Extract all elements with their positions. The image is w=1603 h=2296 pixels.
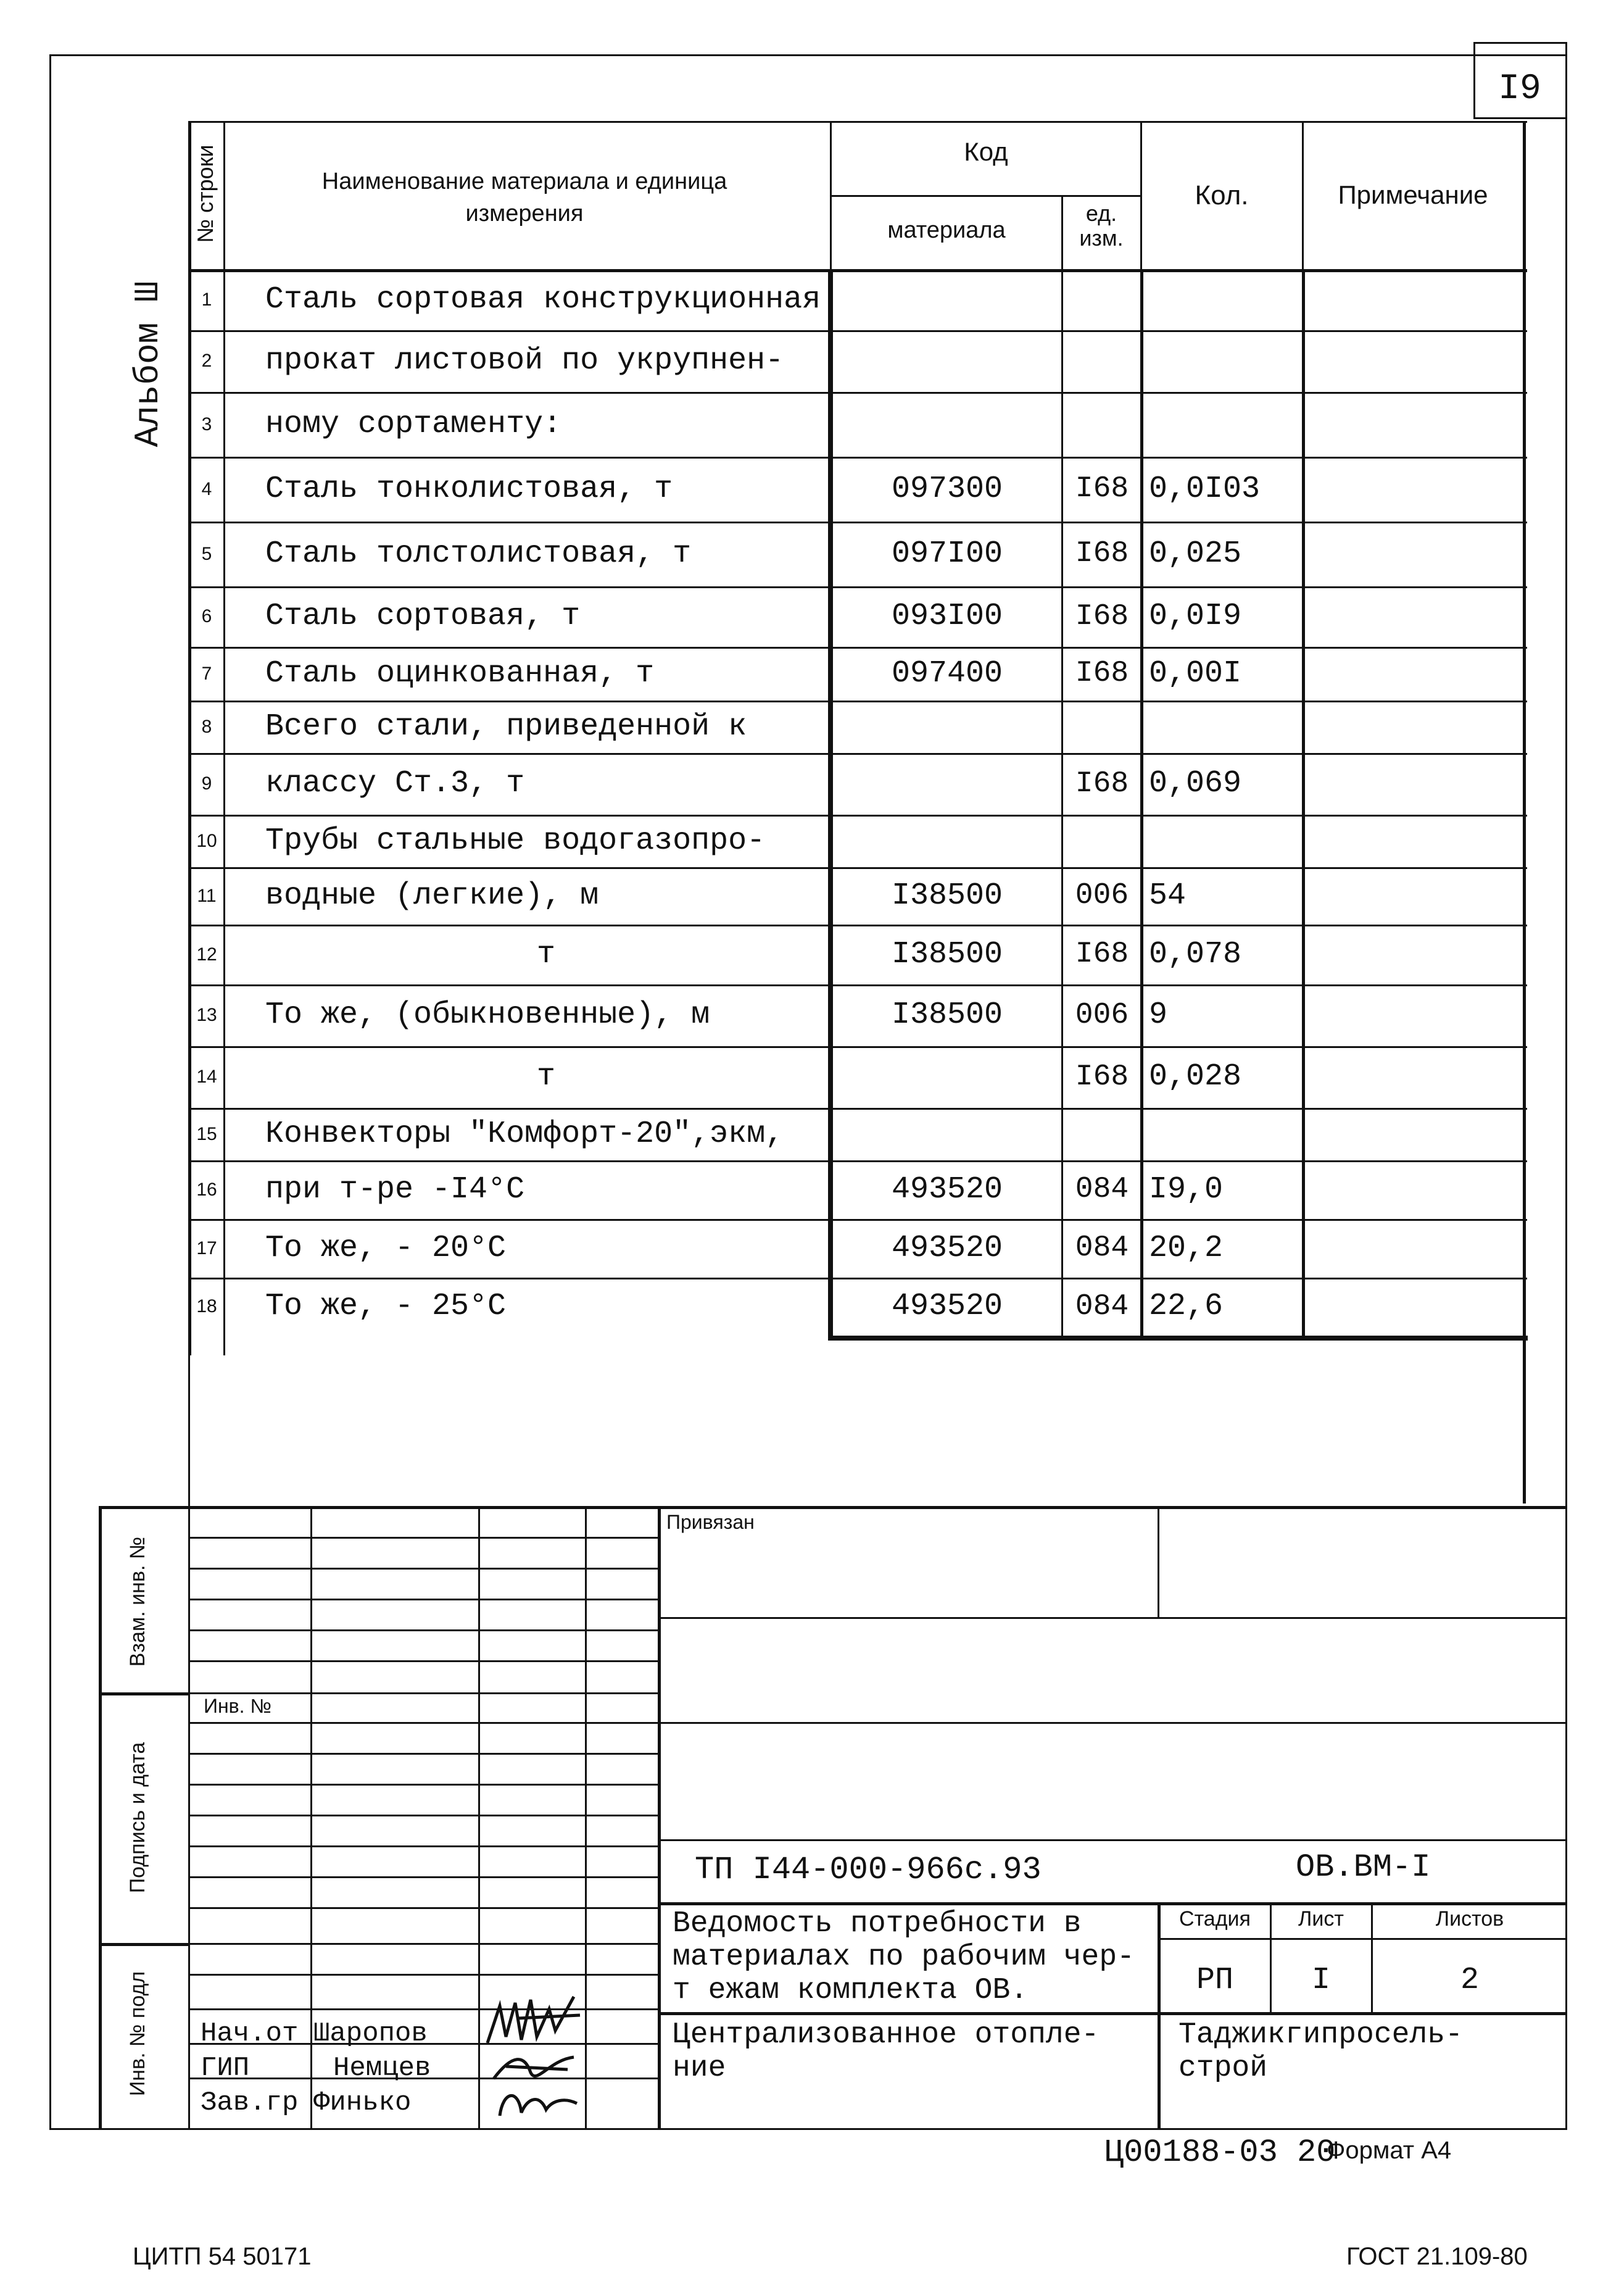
row-number: 1 [201,289,212,310]
row-unit [1064,330,1140,392]
header-qty: Кол. [1195,180,1249,210]
row-number: 4 [201,479,212,499]
object-name: Централизованное отопле- ние [673,2018,1100,2085]
label-inv-podl: Инв. № подл [126,1971,149,2097]
person-3-name: Финько [313,2087,412,2118]
row-qty: 0,00I [1149,656,1242,691]
row-qty: 54 [1149,878,1187,913]
row-code: 097300 [891,472,1003,507]
row-note [1305,753,1521,815]
row-qty [1149,1108,1301,1160]
row-qty: 9 [1149,997,1168,1033]
row-name: Сталь сортовая конструкционная [265,282,821,317]
stage-header: Стадия [1179,1907,1251,1931]
header-row-no: № строки [193,144,218,243]
row-qty: 20,2 [1149,1231,1224,1266]
row-code: I38500 [891,937,1003,972]
row-name: водные (легкие), м [265,878,599,913]
row-note [1305,925,1521,984]
row-number: 12 [196,944,217,965]
row-unit [1064,392,1140,457]
sheet-value: I [1311,1963,1330,1998]
row-qty [1149,330,1301,392]
sheets-header: Листов [1435,1907,1504,1931]
row-unit: I68 [1075,767,1129,801]
row-note [1305,867,1521,925]
row-number: 7 [201,663,212,684]
organization-name: Таджикгипросель- строй [1178,2018,1463,2085]
signature-1 [481,1994,586,2049]
row-code: 097I00 [891,536,1003,572]
row-name: То же, - 20°C [265,1231,507,1266]
row-note [1305,1160,1521,1219]
row-unit [1064,1108,1140,1160]
row-note [1305,701,1521,753]
row-number: 18 [196,1296,217,1316]
row-name: Сталь тонколистовая, т [265,472,673,507]
header-note: Примечание [1338,180,1488,209]
row-code [833,1108,1061,1160]
row-unit: 084 [1075,1290,1129,1323]
header-code-unit: ед. изм. [1079,201,1124,251]
row-qty: 0,028 [1149,1059,1242,1094]
archive-number: Ц00188-03 20 [1104,2134,1336,2171]
row-unit: I68 [1075,600,1129,633]
row-code: I38500 [891,997,1003,1033]
label-podpis-data: Подпись и дата [126,1742,149,1894]
row-name: Всего стали, приведенной к [265,709,747,744]
row-qty: 0,0I03 [1149,472,1261,507]
format-label: Формат А4 [1327,2137,1452,2164]
row-note [1305,647,1521,701]
row-qty [1149,701,1301,753]
row-note [1305,522,1521,586]
row-code [833,1046,1061,1108]
doc-title: Ведомость потребности в материалах по рабочим чер- т ежам комплекта ОВ. [673,1907,1135,2007]
album-label: Альбом Ш [128,281,168,447]
row-number: 17 [196,1238,217,1258]
row-unit [1064,701,1140,753]
privyazan-label: Привязан [666,1511,755,1533]
person-2-role: ГИП [201,2053,250,2084]
row-code: 093I00 [891,599,1003,634]
row-code: 493520 [891,1231,1003,1266]
row-qty: I9,0 [1149,1172,1224,1207]
row-name: Конвекторы "Комфорт-20",экм, [265,1117,784,1152]
row-number: 6 [201,606,212,626]
row-unit: 084 [1075,1231,1129,1265]
row-unit: 084 [1075,1173,1129,1206]
row-number: 11 [197,886,217,906]
row-qty: 0,025 [1149,536,1242,572]
row-unit: 006 [1075,999,1129,1032]
row-number: 16 [196,1179,217,1200]
row-code: I38500 [891,878,1003,913]
row-note [1305,1046,1521,1108]
row-qty [1149,815,1301,867]
row-code [833,269,1061,330]
person-3-role: Зав.гр [201,2087,299,2118]
row-code: 493520 [891,1172,1003,1207]
row-unit: 006 [1075,879,1129,912]
header-name: Наименование материала и единица измерения [321,168,727,227]
row-name: То же, (обыкновенные), м [265,997,710,1033]
row-unit: I68 [1075,938,1129,971]
row-note [1305,586,1521,647]
row-number: 5 [201,544,212,564]
inv-no-label: Инв. № [204,1695,271,1717]
row-name: То же, - 25°C [265,1289,507,1324]
signature-3 [491,2085,583,2122]
row-note [1305,1219,1521,1278]
row-code: 493520 [891,1289,1003,1324]
stage-value: РП [1196,1963,1233,1998]
row-unit: I68 [1075,472,1129,505]
row-name: Трубы стальные водогазопро- [265,823,766,859]
row-qty [1149,392,1301,457]
row-name: прокат листовой по укрупнен- [265,343,784,378]
row-code: 097400 [891,656,1003,691]
row-name: ному сортаменту: [265,407,562,442]
row-name: при т-ре -I4°C [265,1172,525,1207]
row-number: 14 [196,1067,217,1087]
sheets-value: 2 [1460,1963,1479,1998]
row-code [833,701,1061,753]
row-code [833,815,1061,867]
header-code: Код [964,137,1008,166]
row-qty: 0,078 [1149,937,1242,972]
row-name: классу Ст.3, т [265,766,525,801]
row-unit: I68 [1075,537,1129,570]
row-note [1305,815,1521,867]
row-number: 3 [201,414,212,435]
row-qty: 0,0I9 [1149,599,1242,634]
row-note [1305,457,1521,522]
label-vzam-inv: Взам. инв. № [126,1536,149,1667]
person-1-name: Шаропов [313,2018,428,2049]
row-unit: I68 [1075,1060,1129,1094]
row-unit [1064,269,1140,330]
row-qty [1149,269,1301,330]
doc-mark: ОВ.ВМ-I [1296,1849,1431,1886]
row-number: 13 [196,1005,217,1025]
sheet-header: Лист [1298,1907,1344,1931]
row-name: т [536,1059,555,1094]
row-number: 9 [201,773,212,794]
row-note [1305,269,1521,330]
row-note [1305,1108,1521,1160]
person-1-role: Нач.от [201,2018,299,2049]
row-code [833,330,1061,392]
person-2-name: Немцев [333,2053,431,2084]
row-note [1305,984,1521,1046]
header-code-material: материала [887,217,1006,243]
row-note [1305,330,1521,392]
signature-2 [487,2048,580,2085]
row-number: 15 [196,1124,217,1144]
row-note [1305,1278,1521,1336]
row-code [833,392,1061,457]
row-name: Сталь оцинкованная, т [265,656,655,691]
row-note [1305,392,1521,457]
row-number: 8 [201,717,212,737]
row-number: 2 [201,351,212,371]
row-name: т [536,937,555,972]
row-unit: I68 [1075,657,1129,690]
row-unit [1064,815,1140,867]
row-name: Сталь толстолистовая, т [265,536,692,572]
row-code [833,753,1061,815]
row-qty: 0,069 [1149,766,1242,801]
footer-right: ГОСТ 21.109-80 [1346,2243,1528,2270]
sheet-number: I9 [1498,69,1541,109]
footer-left: ЦИТП 54 50171 [133,2243,312,2270]
row-qty: 22,6 [1149,1289,1224,1324]
doc-code: ТП I44-000-966с.93 [695,1852,1042,1888]
row-name: Сталь сортовая, т [265,599,581,634]
row-number: 10 [196,831,217,851]
